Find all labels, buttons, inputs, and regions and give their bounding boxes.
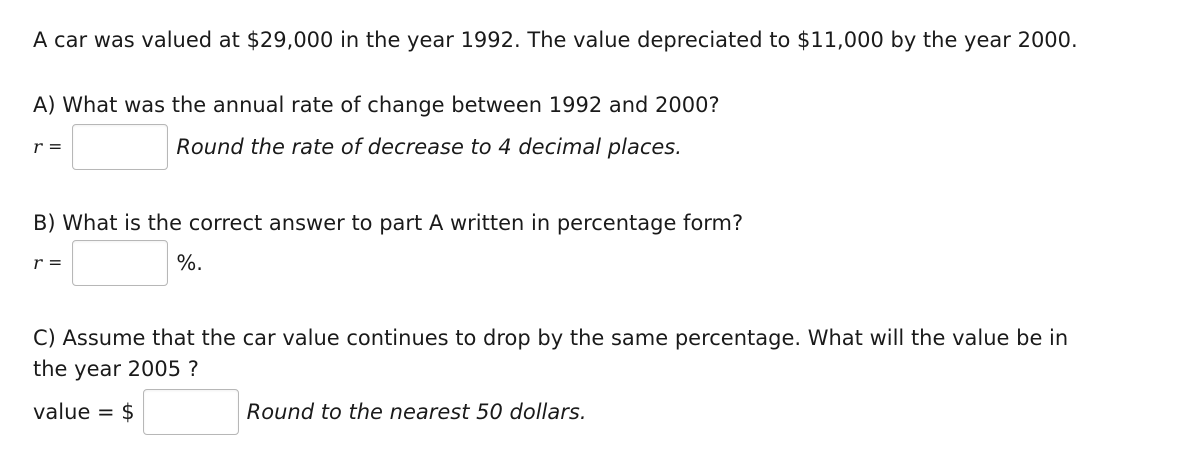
part-c-prompt-line1: C) Assume that the car value continues to drop by the same percentage. What will the value be in [33,326,1069,350]
part-c-hint: Round to the nearest 50 dollars. [246,400,587,424]
part-c-value-label: value = $ [33,400,135,424]
part-c-prompt-line2: the year 2005 ? [33,357,199,381]
part-b-suffix: %. [176,251,203,275]
part-a-answer-row [33,124,682,170]
part-a-prompt: A) What was the annual rate of change between 1992 and 2000? [33,93,720,117]
part-a-equals: = [48,137,63,157]
part-a-variable: r [33,136,43,158]
part-b-percent-input[interactable] [72,240,168,286]
part-b-prompt: B) What is the correct answer to part A written in percentage form? [33,211,744,235]
part-b-answer-row [33,240,203,286]
part-a-rate-input[interactable] [72,124,168,170]
part-b-variable: r [33,252,43,274]
part-c-value-input[interactable] [143,389,239,435]
part-a-hint: Round the rate of decrease to 4 decimal places. [176,135,682,159]
part-b-equals: = [48,253,63,273]
part-c-answer-row [33,389,587,435]
question-intro: A car was valued at $29,000 in the year 1992. The value depreciated to $11,000 by the year 2000. [33,28,1078,52]
